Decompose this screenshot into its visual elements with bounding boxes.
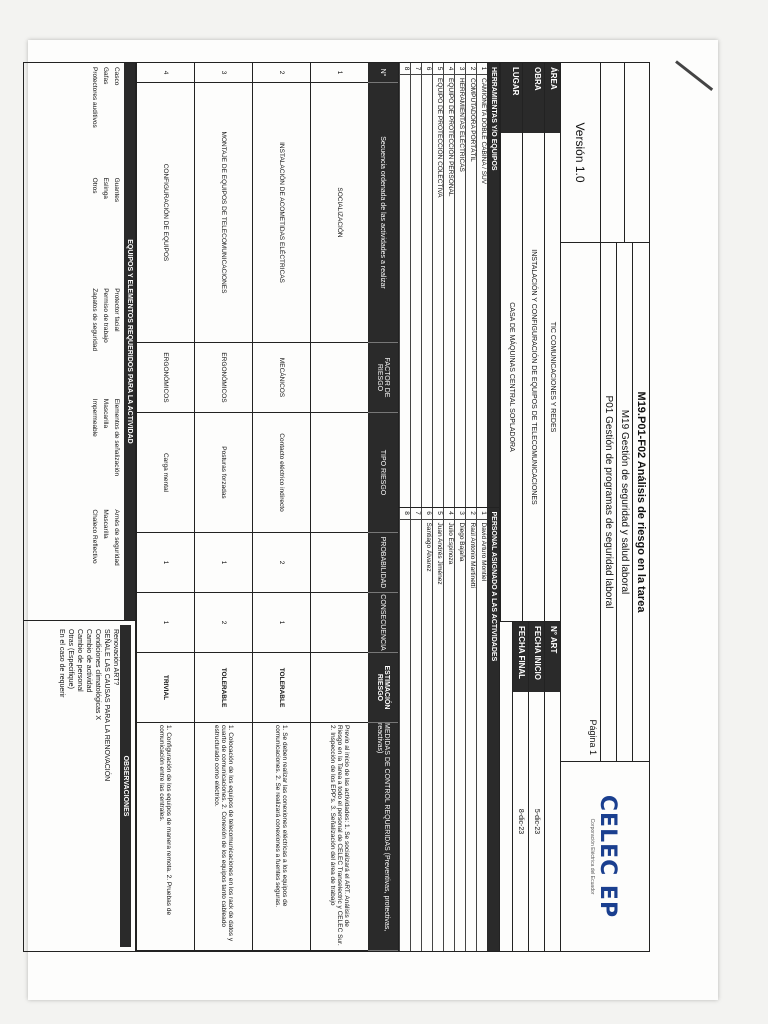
tools-list [399, 63, 499, 507]
lists-section [398, 62, 499, 952]
doc-line-2 [600, 63, 625, 242]
observations-block [24, 621, 135, 951]
list-item: 8 [399, 63, 410, 507]
equipment-item: Protector facial [113, 288, 120, 332]
table-row: 3 MONTAJE DE EQUIPOS DE TELECOMUNICACIONES ERGONÓMICOS Posturas forzadas 1 2 TOLERABLE 1. Colocación de los equipos de telecomunicaciones en los rack de datos y cuarto de comunicaciones. 2. Conexión de los equipos tanto cableado estructurado como eléctrico. [194, 63, 252, 951]
art-info [500, 621, 560, 951]
equipment-item: Chaleco Reflectivo [91, 509, 98, 564]
info-section [499, 62, 560, 952]
doc-title: M19.P01-F02 Análisis de riesgo en la tarea [632, 243, 649, 761]
doc-code-block [561, 63, 649, 243]
list-item: 2 COMPUTADORA PORTÁTIL [465, 63, 476, 507]
lugar-row [500, 63, 522, 621]
list-item: 1 David Arturo Montiel [476, 508, 487, 952]
equipment-item: Zapatos de seguridad [91, 288, 98, 352]
company-logo [561, 761, 649, 951]
obs-note: En el caso de requerir [58, 629, 65, 698]
equipment-list [24, 63, 135, 621]
fecha-final-row [512, 622, 528, 951]
renovacion-label: Renovación ART? [112, 629, 119, 686]
equipment-item: Elementos de señalización [113, 398, 120, 477]
obra-value: INSTALACIÓN Y CONFIGURACIÓN DE EQUIPOS DE TELECOMUNICACIONES [530, 249, 537, 505]
list-item: 6 [421, 63, 432, 507]
activities-table [135, 62, 398, 952]
n-art-row [544, 622, 560, 951]
obra-label: OBRA [523, 63, 544, 133]
list-item: 3 Diego Bajaña [454, 508, 465, 952]
fecha-final-label: FECHA FINAL [513, 622, 528, 692]
activities-header: N° Secuencia ordenada de las actividades a realizar FACTOR DE RIESGO TIPO RIESGO PROBABILIDAD CONSECUENCIA ESTIMACIÓN RIESGO MEDIDAS DE CONTROL REQUERIDAS (Preventivas, protectivas, reactivas) [368, 63, 398, 951]
equipment-item: Impermeable [91, 398, 98, 437]
equipment-item: Gafas [102, 67, 109, 85]
area-value: TIC COMUNICACIONES Y REDES [549, 321, 556, 433]
equipment-section [23, 62, 135, 952]
list-item: 8 [399, 508, 410, 952]
table-row: 1 SOCIALIZACIÓN Previo al inicio de las actividades: 1. Se socializará el ART. Análisis de Riesgo en la Tarea a todo el personal de CELEC Transelectric y CELEC Sur. 2. Inspección de los EPP's. 3. Señalización del área de trabajo [310, 63, 368, 951]
list-item: 1 CAMIONETA DOBLE CABINA / SUV [476, 63, 487, 507]
form-header [560, 62, 650, 952]
fecha-inicio-label: FECHA INICIO [529, 622, 544, 692]
equipment-item: Casco [113, 67, 120, 86]
staff-list [399, 507, 499, 952]
lugar-label: LUGAR [501, 63, 522, 133]
table-row: 4 CONFIGURACIÓN DE EQUIPOS ERGONÓMICOS Carga mental 1 1 TRIVIAL 1. Configuración de los equipos de manera remota. 2. Pruebas de comunicación entre las centrales. [136, 63, 194, 951]
area-label: ÁREA [545, 63, 560, 133]
equipment-grid [87, 63, 124, 620]
logo-subtitle: Corporación Eléctrica del Ecuador [589, 818, 596, 895]
list-item: 5 EQUIPO DE PROTECCIÓN COLECTIVA [432, 63, 443, 507]
risk-analysis-form [40, 62, 650, 952]
list-item: 2 Raúl Antonio Martinetti [465, 508, 476, 952]
fecha-final-value: 8-dic-23 [517, 808, 524, 835]
list-item: 4 Julio Espinoza [443, 508, 454, 952]
equipment-item: Otros [91, 177, 98, 194]
doc-subtitle-1: M19 Gestión de seguridad y salud laboral [616, 243, 632, 761]
list-item: 3 HERRAMIENTAS ELÉCTRICAS [454, 63, 465, 507]
equipment-item: Arnés de seguridad [113, 509, 120, 566]
obs-item: Otras (Especifique) [67, 629, 74, 689]
area-row [544, 63, 560, 621]
obra-row [522, 63, 544, 621]
list-item: 6 Santiago Álvarez [421, 508, 432, 952]
equipment-item: Eslinga [102, 177, 109, 199]
fecha-inicio-value: 5-dic-23 [533, 808, 540, 835]
list-item: 4 EQUIPO DE PROTECCIÓN PERSONAL [443, 63, 454, 507]
list-item: 7 [410, 63, 421, 507]
list-item: 5 Juan Andrés Jiménez [432, 508, 443, 952]
causas-label: SEÑALE LAS CAUSAS PARA LA RENOVACIÓN [103, 629, 110, 782]
doc-line-1 [625, 63, 650, 242]
equipment-item: Mascarilla [102, 509, 109, 539]
observations-header: OBSERVACIONES [120, 625, 131, 947]
obs-item: Cambio de personal [76, 629, 83, 692]
equipment-item: Protectores auditivos [91, 67, 98, 128]
project-info [500, 63, 560, 621]
n-art-label: N° ART [545, 622, 560, 692]
lugar-value: CASA DE MÁQUINAS CENTRAL SOPLADORA [508, 302, 515, 452]
equipment-item: Permiso de trabajo [102, 288, 109, 343]
equipment-header: EQUIPOS Y ELEMENTOS REQUERIDOS PARA LA ACTIVIDAD [124, 63, 135, 620]
page-number: Página 1 [588, 719, 598, 755]
obs-item: Condiciones climatológicas X [94, 629, 101, 721]
fecha-inicio-row [528, 622, 544, 951]
title-block [561, 243, 649, 761]
doc-subtitle-2: P01 Gestión de programas de seguridad laboral [600, 243, 616, 761]
table-row: 2 INSTALACIÓN DE ACOMETIDAS ELÉCTRICAS MECÁNICOS Contacto eléctrico indirecto 2 1 TOLERABLE 1. Se deben realizar las conexiones eléctricas a los equipos de comunicaciones. 2. Se realizará conexiones a fuentes seguras. [252, 63, 310, 951]
staff-header: PERSONAL ASIGNADO A LAS ACTIVIDADES [487, 508, 499, 952]
equipment-item: Guantes [113, 177, 120, 203]
equipment-item: Mascarilla [102, 398, 109, 429]
tools-header: HERRAMIENTAS Y/O EQUIPOS [487, 63, 499, 507]
version: Versión 1.0 [573, 122, 588, 183]
obs-item: Cambio de actividad [85, 629, 92, 693]
list-item: 7 [410, 508, 421, 952]
logo-text: CELEC EP [595, 794, 621, 919]
